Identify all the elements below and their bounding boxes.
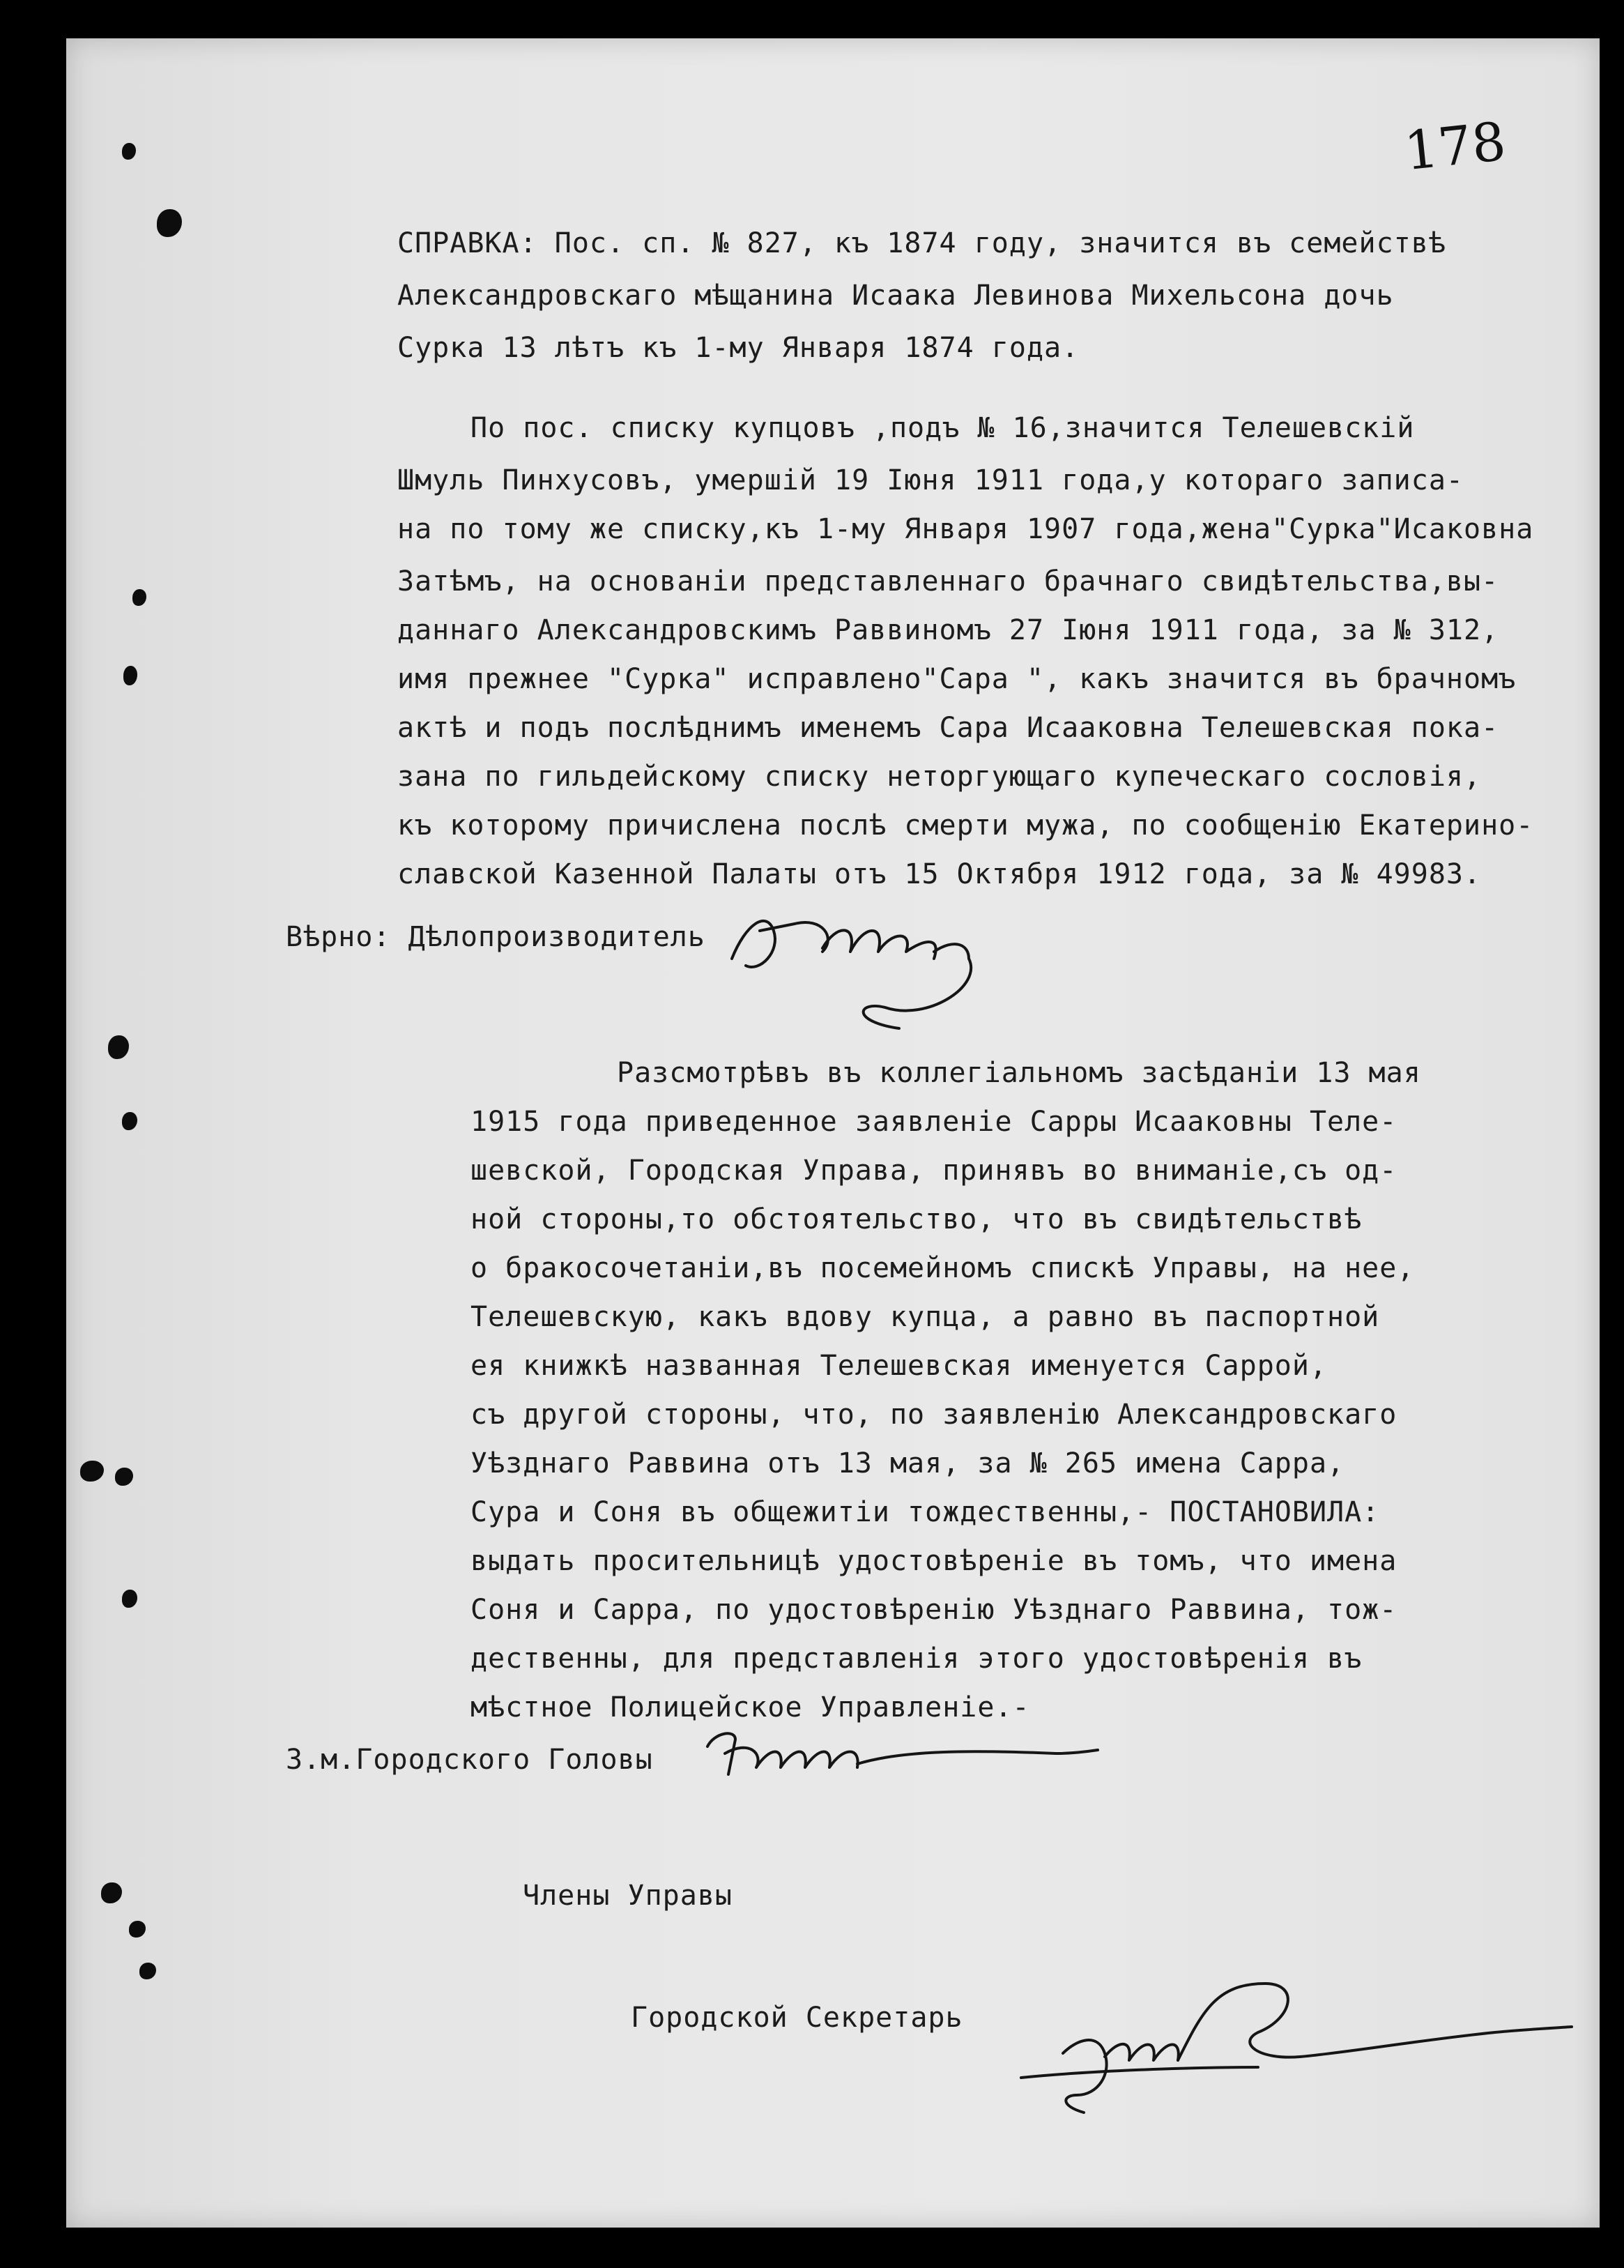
binding-hole [129, 1921, 146, 1938]
binding-hole [115, 1468, 133, 1486]
binding-hole [157, 209, 182, 237]
guild-record-line: на по тому же списку,къ 1-му Января 1907 года,жена"Сурка"Исаковна [397, 513, 1534, 545]
resolution-line: 1915 года приведенное заявленіе Сарры Исааковны Теле- [470, 1106, 1397, 1138]
certificate-line: Александровскаго мѣщанина Исаака Левинова Михельсона дочь [397, 280, 1394, 312]
guild-record-line: къ которому причислена послѣ смерти мужа, по сообщенію Екатерино- [397, 809, 1534, 842]
document-sheet [66, 38, 1600, 2228]
resolution-line: ной стороны,то обстоятельство, что въ свидѣтельствѣ [470, 1203, 1363, 1235]
resolution-line: Уѣзднаго Раввина отъ 13 мая, за № 265 имена Сарра, [470, 1447, 1345, 1479]
resolution-line: Телешевскую, какъ вдову купца, а равно въ паспортной [470, 1301, 1380, 1333]
guild-record-line: славской Казенной Палаты отъ 15 Октября 1912 года, за № 49983. [397, 858, 1482, 890]
city-secretary-label: Городской Секретарь [631, 2002, 963, 2034]
guild-record-line: По пос. списку купцовъ ,подъ № 16,значится Телешевскій [470, 412, 1415, 444]
binding-hole [122, 143, 136, 160]
guild-record-line: Шмуль Пинхусовъ, умершій 19 Іюня 1911 года,у котораго записа- [397, 464, 1464, 496]
guild-record-line: имя прежнее "Сурка" исправлено"Сара ", какъ значится въ брачномъ [397, 663, 1517, 695]
resolution-line: мѣстное Полицейское Управленіе.- [470, 1691, 1030, 1723]
binding-hole [108, 1035, 129, 1059]
guild-record-line: Затѣмъ, на основаніи представленнаго брачнаго свидѣтельства,вы- [397, 565, 1499, 598]
guild-record-line: зана по гильдейскому списку неторгующаго купеческаго сословія, [397, 761, 1482, 793]
resolution-line: съ другой стороны, что, по заявленію Александровскаго [470, 1399, 1397, 1431]
resolution-line: Разсмотрѣвъ въ коллегіальномъ засѣданіи 13 мая [617, 1057, 1421, 1089]
resolution-line: ея книжкѣ названная Телешевская именуется Саррой, [470, 1350, 1328, 1382]
binding-hole [132, 589, 146, 606]
binding-hole [122, 1112, 137, 1130]
binding-hole [122, 1590, 137, 1608]
binding-hole [101, 1882, 122, 1903]
resolution-line: Соня и Сарра, по удостовѣренію Уѣзднаго Раввина, тож- [470, 1594, 1397, 1626]
resolution-line: о бракосочетаніи,въ посемейномъ спискѣ Управы, на нее, [470, 1252, 1415, 1284]
deputy-mayor-label: З.м.Городского Головы [286, 1744, 653, 1776]
page-number: 178 [1401, 109, 1509, 183]
attestation-label: Вѣрно: Дѣлопроизводитель [286, 921, 705, 953]
resolution-line: выдать просительницѣ удостовѣреніе въ томъ, что имена [470, 1545, 1397, 1577]
resolution-line: дественны, для представленія этого удостовѣренія въ [470, 1643, 1363, 1675]
binding-hole [123, 666, 137, 685]
secretary-signature [937, 1956, 1600, 2123]
resolution-line: шевской, Городская Управа, принявъ во вниманіе,съ од- [470, 1155, 1397, 1187]
binding-hole [80, 1461, 104, 1482]
guild-record-line: даннаго Александровскимъ Раввиномъ 27 Іюня 1911 года, за № 312, [397, 614, 1499, 646]
deputy-mayor-signature [694, 1712, 1112, 1788]
clerk-signature [718, 882, 1108, 1063]
guild-record-line: актѣ и подъ послѣднимъ именемъ Сара Исааковна Телешевская пока- [397, 712, 1499, 744]
certificate-line: Сурка 13 лѣтъ къ 1-му Января 1874 года. [397, 332, 1080, 364]
certificate-line: СПРАВКА: Пос. сп. № 827, къ 1874 году, значится въ семействѣ [397, 227, 1446, 259]
board-members-label: Члены Управы [523, 1880, 733, 1912]
binding-hole [139, 1963, 156, 1979]
resolution-line: Сура и Соня въ общежитіи тождественны,- ПОСТАНОВИЛА: [470, 1496, 1380, 1528]
